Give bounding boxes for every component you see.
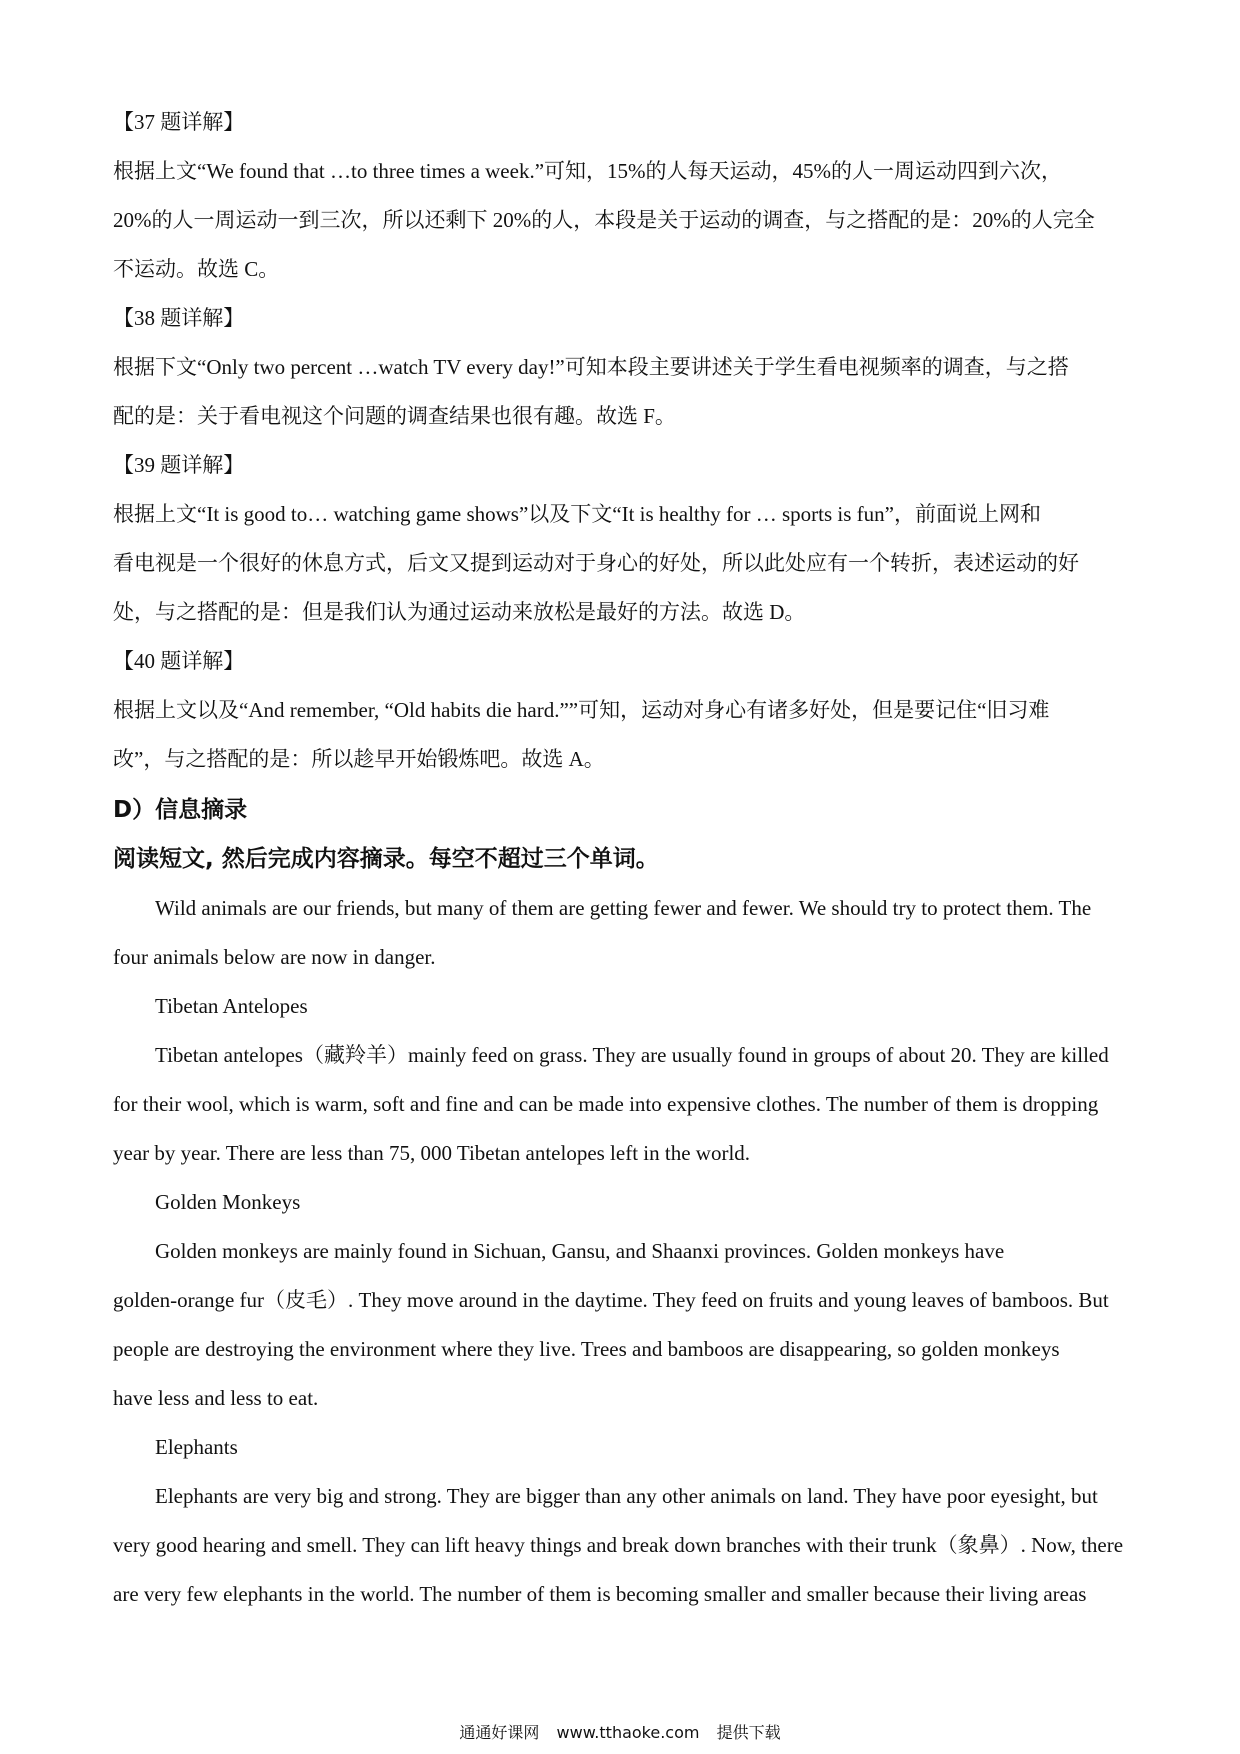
section-title: D）信息摘录 xyxy=(113,797,248,823)
monkeys-line-2: golden-orange fur（皮毛）. They move around in the daytime. They feed on fruits and young leaves of bamboos. But xyxy=(113,1288,1109,1312)
solution-39-line-1: 根据上文“It is good to… watching game shows”以及下文“It is healthy for … sports is fun”，前面说上网和 xyxy=(113,502,1041,526)
footer-site-name: 通通好课网 xyxy=(459,1723,540,1742)
solution-37-line-2: 20%的人一周运动一到三次，所以还剩下 20%的人，本段是关于运动的调查，与之搭配的是：20%的人完全 xyxy=(113,208,1095,232)
monkeys-line-4: have less and less to eat. xyxy=(113,1386,319,1410)
page-content xyxy=(113,98,1128,1619)
solution-40-line-1: 根据上文以及“And remember, “Old habits die hard.””可知，运动对身心有诸多好处，但是要记住“旧习难 xyxy=(113,698,1050,722)
antelopes-line-3: year by year. There are less than 75, 000 Tibetan antelopes left in the world. xyxy=(113,1141,751,1165)
solution-37-line-1: 根据上文“We found that …to three times a week.”可知，15%的人每天运动，45%的人一周运动四到六次， xyxy=(113,159,1062,183)
solution-39-line-2: 看电视是一个很好的休息方式，后文又提到运动对于身心的好处，所以此处应有一个转折，表述运动的好 xyxy=(113,551,1079,575)
section-instruction: 阅读短文, 然后完成内容摘录。每空不超过三个单词。 xyxy=(113,846,659,872)
elephants-line-3: are very few elephants in the world. The number of them is becoming smaller and smaller because their living areas xyxy=(113,1582,1087,1606)
antelopes-line-1: Tibetan antelopes（藏羚羊）mainly feed on grass. They are usually found in groups of about 20. They are killed xyxy=(155,1043,1109,1067)
page-footer xyxy=(0,1722,1240,1744)
passage-intro-line-2: four animals below are now in danger. xyxy=(113,945,436,969)
subheading-golden-monkeys: Golden Monkeys xyxy=(155,1190,301,1214)
monkeys-line-1: Golden monkeys are mainly found in Sichuan, Gansu, and Shaanxi provinces. Golden monkeys have xyxy=(155,1239,1005,1263)
solution-37-heading: 【37 题详解】 xyxy=(113,110,245,134)
footer-note: 提供下载 xyxy=(716,1723,781,1742)
subheading-tibetan-antelopes: Tibetan Antelopes xyxy=(155,994,308,1018)
solution-39-line-3: 处，与之搭配的是：但是我们认为通过运动来放松是最好的方法。故选 D。 xyxy=(113,600,806,624)
solution-38-heading: 【38 题详解】 xyxy=(113,306,245,330)
solution-40-heading: 【40 题详解】 xyxy=(113,649,245,673)
elephants-line-1: Elephants are very big and strong. They are bigger than any other animals on land. They have poor eyesight, but xyxy=(155,1484,1098,1508)
solution-38-line-1: 根据下文“Only two percent …watch TV every day!”可知本段主要讲述关于学生看电视频率的调查，与之搭 xyxy=(113,355,1069,379)
solution-40-line-2: 改”，与之搭配的是：所以趁早开始锻炼吧。故选 A。 xyxy=(113,747,605,771)
solution-38-line-2: 配的是：关于看电视这个问题的调查结果也很有趣。故选 F。 xyxy=(113,404,676,428)
solution-39-heading: 【39 题详解】 xyxy=(113,453,245,477)
footer-url[interactable]: www.tthaoke.com xyxy=(556,1723,700,1742)
passage-intro-line-1: Wild animals are our friends, but many of them are getting fewer and fewer. We should try to protect them. The xyxy=(155,896,1092,920)
monkeys-line-3: people are destroying the environment where they live. Trees and bamboos are disappearing, so golden monkeys xyxy=(113,1337,1060,1361)
subheading-elephants: Elephants xyxy=(155,1435,238,1459)
elephants-line-2: very good hearing and smell. They can lift heavy things and break down branches with their trunk（象鼻）. Now, there xyxy=(113,1533,1124,1557)
solution-37-line-3: 不运动。故选 C。 xyxy=(113,257,280,281)
antelopes-line-2: for their wool, which is warm, soft and fine and can be made into expensive clothes. The number of them is dropping xyxy=(113,1092,1099,1116)
